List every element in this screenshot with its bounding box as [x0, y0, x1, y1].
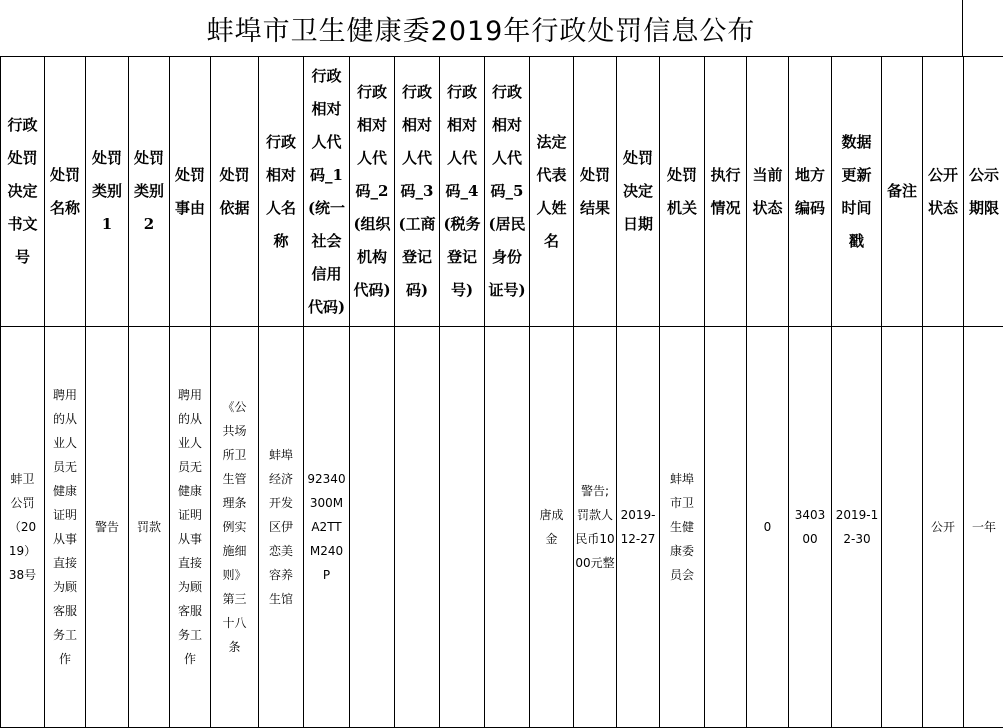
title-row [0, 0, 963, 56]
col-header-remark: 备注 [882, 57, 923, 327]
col-header-status: 当前状态 [747, 57, 789, 327]
col-header-execution: 执行情况 [705, 57, 747, 327]
cell-code2 [350, 327, 395, 728]
header-row [1, 57, 1003, 327]
page-title: 蚌埠市卫生健康委2019年行政处罚信息公布 [207, 9, 756, 48]
col-header-update-time: 数据更新时间戳 [832, 57, 882, 327]
col-header-case-name: 处罚名称 [45, 57, 86, 327]
cell-area-code: 340300 [789, 327, 832, 728]
cell-public-status: 公开 [923, 327, 964, 728]
cell-code4 [440, 327, 485, 728]
penalty-table [0, 56, 1003, 728]
col-header-type2: 处罚类别2 [129, 57, 170, 327]
col-header-code4: 行政相对人代码_4(税务登记号) [440, 57, 485, 327]
col-header-result: 处罚结果 [574, 57, 617, 327]
col-header-decision-date: 处罚决定日期 [617, 57, 660, 327]
cell-code1: 92340300MA2TTM240P [304, 327, 350, 728]
col-header-authority: 处罚机关 [660, 57, 705, 327]
cell-public-period: 一年 [964, 327, 1003, 728]
col-header-code3: 行政相对人代码_3(工商登记码) [395, 57, 440, 327]
col-header-public-period: 公示期限 [964, 57, 1003, 327]
cell-basis: 《公共场所卫生管理条例实施细则》第三十八条 [211, 327, 259, 728]
cell-legal-rep: 唐成金 [530, 327, 574, 728]
col-header-area-code: 地方编码 [789, 57, 832, 327]
col-header-legal-rep: 法定代表人姓名 [530, 57, 574, 327]
cell-result: 警告;罚款人民币1000元整 [574, 327, 617, 728]
col-header-basis: 处罚依据 [211, 57, 259, 327]
cell-type2: 罚款 [129, 327, 170, 728]
cell-code3 [395, 327, 440, 728]
cell-doc-no: 蚌卫公罚（2019）38号 [1, 327, 45, 728]
table-row [1, 327, 1003, 728]
col-header-type1: 处罚类别1 [86, 57, 129, 327]
cell-case-name: 聘用的从业人员无健康证明从事直接为顾客服务工作 [45, 327, 86, 728]
col-header-public-status: 公开状态 [923, 57, 964, 327]
cell-code5 [485, 327, 530, 728]
cell-execution [705, 327, 747, 728]
col-header-doc-no: 行政处罚决定书文号 [1, 57, 45, 327]
col-header-code1: 行政相对人代码_1(统一社会信用代码) [304, 57, 350, 327]
col-header-code5: 行政相对人代码_5(居民身份证号) [485, 57, 530, 327]
cell-decision-date: 2019-12-27 [617, 327, 660, 728]
col-header-party: 行政相对人名称 [259, 57, 304, 327]
cell-status: 0 [747, 327, 789, 728]
col-header-code2: 行政相对人代码_2(组织机构代码) [350, 57, 395, 327]
cell-party: 蚌埠经济开发区伊恋美容养生馆 [259, 327, 304, 728]
cell-remark [882, 327, 923, 728]
col-header-reason: 处罚事由 [170, 57, 211, 327]
cell-reason: 聘用的从业人员无健康证明从事直接为顾客服务工作 [170, 327, 211, 728]
cell-type1: 警告 [86, 327, 129, 728]
cell-authority: 蚌埠市卫生健康委员会 [660, 327, 705, 728]
cell-update-time: 2019-12-30 [832, 327, 882, 728]
